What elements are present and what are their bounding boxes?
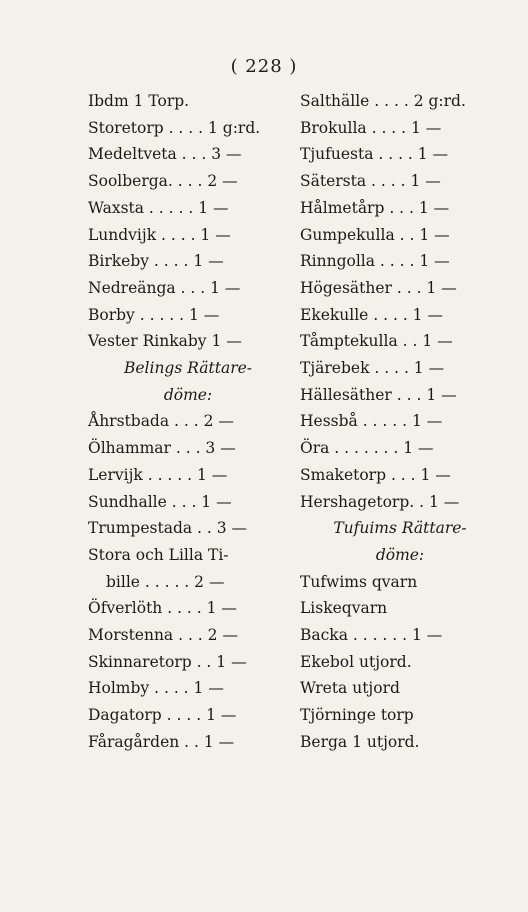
list-item: Wreta utjord [300,679,400,698]
list-item: Soolberga. . . . 2 — [88,172,238,191]
left-column [88,88,288,756]
section-heading: Belings Rättare- [123,359,253,378]
list-item: Ekebol utjord. [300,652,412,671]
list-item: Waxsta . . . . . 1 — [88,198,229,217]
list-item: Holmby . . . . 1 — [88,679,224,698]
list-item: Morstenna . . . 2 — [88,626,238,645]
list-item: Hessbå . . . . . 1 — [300,412,443,431]
list-item: Tjärebek . . . . 1 — [300,359,445,378]
list-item: Nedreänga . . . 1 — [88,278,241,297]
list-item: Hällesäther . . . 1 — [300,385,457,404]
list-item: Tjörninge torp [300,706,414,725]
list-item: Ölhammar . . . 3 — [88,439,236,458]
list-item: Tufwims qvarn [300,572,418,591]
page-number: ( 228 ) [230,56,298,77]
list-item: Storetorp . . . . 1 g:rd. [88,118,261,137]
list-item: Lundvijk . . . . 1 — [88,225,231,244]
list-item: Öra . . . . . . . 1 — [300,439,434,458]
list-item: Lervijk . . . . . 1 — [88,465,228,484]
list-item: bille . . . . . 2 — [106,572,225,591]
section-heading: Tufuims Rättare- [333,519,467,538]
list-item: Ekekulle . . . . 1 — [300,305,443,324]
section-heading: döme: [375,545,425,564]
list-item: Sätersta . . . . 1 — [300,172,441,191]
list-item: Brokulla . . . . 1 — [300,118,442,137]
list-item: Hålmetårp . . . 1 — [300,198,450,217]
list-item: Rinngolla . . . . 1 — [300,252,450,271]
list-item: Högesäther . . . 1 — [300,278,457,297]
list-item: Berga 1 utjord. [300,732,420,751]
section-heading: döme: [163,385,213,404]
list-item: Sundhalle . . . 1 — [88,492,232,511]
list-item: Trumpestada . . 3 — [88,519,248,538]
list-item: Fåragården . . 1 — [88,732,235,751]
list-item: Stora och Lilla Ti- [88,545,229,564]
list-item: Birkeby . . . . 1 — [88,252,224,271]
list-item: Skinnaretorp . . 1 — [88,652,247,671]
list-item: Åhrstbada . . . 2 — [88,412,234,431]
list-item: Backa . . . . . . 1 — [300,626,443,645]
list-item: Liskeqvarn [300,599,388,618]
list-item: Tjufuesta . . . . 1 — [300,145,449,164]
list-item: Dagatorp . . . . 1 — [88,706,237,725]
list-item: Hershagetorp. . 1 — [300,492,460,511]
list-item: Vester Rinkaby 1 — [88,332,242,351]
list-item: Gumpekulla . . 1 — [300,225,450,244]
list-item: Tåmptekulla . . 1 — [300,332,453,351]
list-item: Salthälle . . . . 2 g:rd. [300,92,466,110]
list-item: Borby . . . . . 1 — [88,305,220,324]
list-item: Smaketorp . . . 1 — [300,465,451,484]
right-column [300,88,500,756]
list-item: Öfverlöth . . . . 1 — [88,599,237,618]
list-item: Ibdm 1 Torp. [88,92,190,110]
list-item: Medeltveta . . . 3 — [88,145,242,164]
